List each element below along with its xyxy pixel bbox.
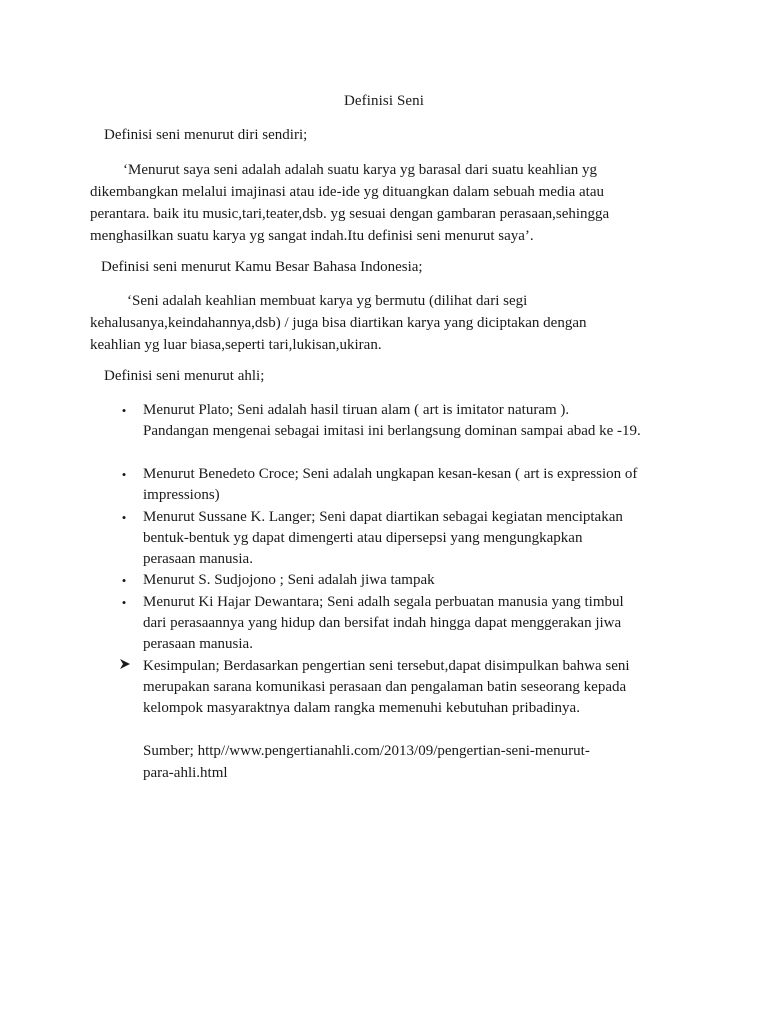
- bullet-dot-icon: •: [121, 573, 127, 588]
- list-item-line: Pandangan mengenai sebagai imitasi ini berlangsung dominan sampai abad ke -19.: [143, 423, 641, 439]
- bullet-dot-icon: •: [121, 510, 127, 525]
- list-item-line: Menurut Benedeto Croce; Seni adalah ungkapan kesan-kesan ( art is expression of: [143, 466, 638, 482]
- list-item-text: [143, 656, 703, 719]
- source-line: para-ahli.html: [143, 765, 228, 781]
- list-item-line: perasaan manusia.: [143, 551, 253, 567]
- paragraph-line: keahlian yg luar biasa,seperti tari,lukisan,ukiran.: [90, 337, 382, 353]
- list-item-line: kelompok masyaraktnya dalam rangka memenuhi kebutuhan pribadinya.: [143, 700, 580, 716]
- section-heading-kbbi-definition: Definisi seni menurut Kamu Besar Bahasa Indonesia;: [101, 259, 423, 275]
- source-citation: [143, 740, 663, 784]
- list-item-line: Menurut Sussane K. Langer; Seni dapat diartikan sebagai kegiatan menciptakan: [143, 509, 623, 525]
- list-item-line: Kesimpulan; Berdasarkan pengertian seni tersebut,dapat disimpulkan bahwa seni: [143, 658, 630, 674]
- list-item-text: [143, 507, 703, 570]
- list-item-line: bentuk-bentuk yg dapat dimengerti atau dipersepsi yang mengungkapkan: [143, 530, 583, 546]
- list-item-line: Menurut Ki Hajar Dewantara; Seni adalh segala perbuatan manusia yang timbul: [143, 594, 624, 610]
- list-item-line: merupakan sarana komunikasi perasaan dan pengalaman batin seseorang kepada: [143, 679, 627, 695]
- source-line: Sumber; http//www.pengertianahli.com/2013/09/pengertian-seni-menurut-: [143, 743, 590, 759]
- bullet-dot-icon: •: [121, 467, 127, 482]
- paragraph-line: perantara. baik itu music,tari,teater,dsb. yg sesuai dengan gambaran perasaan,sehingga: [90, 206, 610, 222]
- bullet-dot-icon: •: [121, 595, 127, 610]
- kbbi-definition-paragraph: [90, 290, 690, 356]
- list-item-text: [143, 464, 703, 506]
- section-heading-expert-definitions: Definisi seni menurut ahli;: [104, 368, 265, 384]
- paragraph-line: ‘Menurut saya seni adalah adalah suatu karya yg barasal dari suatu keahlian yg: [123, 162, 597, 178]
- list-item-text: [143, 570, 703, 591]
- own-definition-paragraph: [90, 159, 690, 247]
- bullet-dot-icon: •: [121, 403, 127, 418]
- paragraph-line: ‘Seni adalah keahlian membuat karya yg bermutu (dilihat dari segi: [127, 293, 528, 309]
- list-item-text: [143, 592, 703, 655]
- list-item-line: Menurut Plato; Seni adalah hasil tiruan alam ( art is imitator naturam ).: [143, 402, 570, 418]
- paragraph-line: kehalusanya,keindahannya,dsb) / juga bisa diartikan karya yang diciptakan dengan: [90, 315, 587, 331]
- arrowhead-bullet-icon: [118, 657, 132, 671]
- list-item-line: impressions): [143, 487, 220, 503]
- paragraph-line: menghasilkan suatu karya yg sangat indah.Itu definisi seni menurut saya’.: [90, 228, 534, 244]
- document-title: Definisi Seni: [343, 93, 425, 109]
- list-item-line: Menurut S. Sudjojono ; Seni adalah jiwa tampak: [143, 572, 435, 588]
- list-item-line: perasaan manusia.: [143, 636, 253, 652]
- list-item-text: [143, 400, 703, 442]
- list-item-line: dari perasaannya yang hidup dan bersifat indah hingga dapat menggerakan jiwa: [143, 615, 622, 631]
- section-heading-own-definition: Definisi seni menurut diri sendiri;: [104, 127, 308, 143]
- paragraph-line: dikembangkan melalui imajinasi atau ide-ide yg dituangkan dalam sebuah media atau: [90, 184, 604, 200]
